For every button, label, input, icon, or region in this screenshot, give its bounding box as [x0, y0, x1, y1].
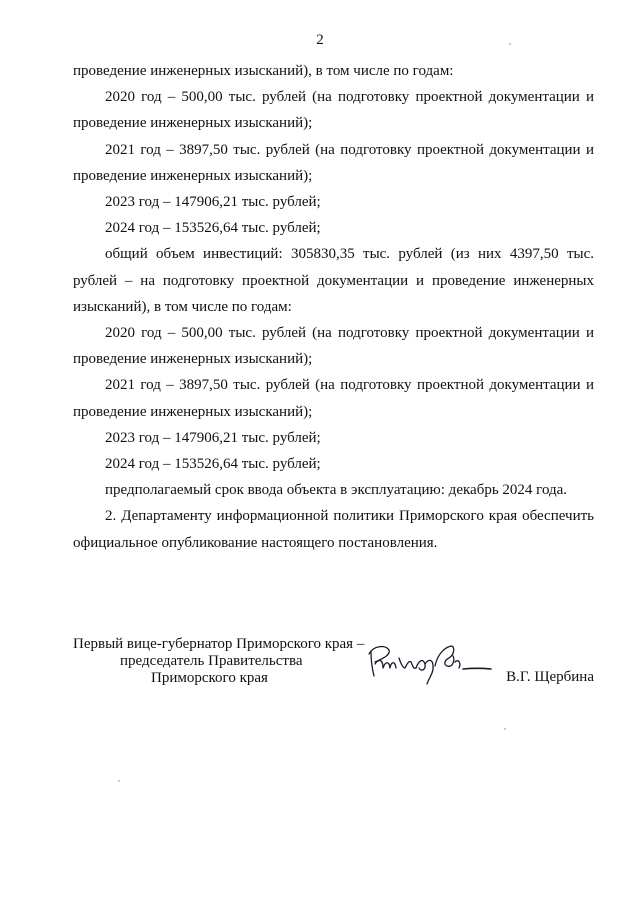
paragraph: 2023 год – 147906,21 тыс. рублей; [105, 194, 321, 211]
paragraph: 2. Департаменту информационной политики Приморского края обеспечить официальное опубликование настоящего постановления. [73, 508, 594, 551]
handwritten-signature-icon [363, 638, 493, 688]
paragraph: 2020 год – 500,00 тыс. рублей (на подготовку проектной документации и проведение инженерных изысканий); [73, 325, 594, 368]
paragraph: 2021 год – 3897,50 тыс. рублей (на подготовку проектной документации и проведение инженерных изысканий); [73, 141, 594, 184]
document-body [73, 58, 594, 556]
paragraph: проведение инженерных изысканий), в том числе по годам: [73, 63, 454, 79]
paragraph: 2023 год – 147906,21 тыс. рублей; [105, 429, 321, 446]
scan-speck [118, 780, 120, 782]
scan-speck [509, 43, 511, 45]
paragraph: 2024 год – 153526,64 тыс. рублей; [105, 220, 321, 237]
paragraph: 2021 год – 3897,50 тыс. рублей (на подготовку проектной документации и проведение инженерных изысканий); [73, 377, 594, 420]
paragraph: 2024 год – 153526,64 тыс. рублей; [105, 456, 321, 473]
paragraph: 2020 год – 500,00 тыс. рублей (на подготовку проектной документации и проведение инженерных изысканий); [73, 89, 594, 132]
scan-speck [504, 728, 506, 730]
signer-name: В.Г. Щербина [506, 669, 594, 685]
paragraph: общий объем инвестиций: 305830,35 тыс. рублей (из них 4397,50 тыс. рублей – на подготовку проектной документации и проведение инженерных изысканий), в том числе по годам: [73, 246, 594, 315]
signer-title-line3: Приморского края [151, 670, 268, 686]
paragraph: предполагаемый срок ввода объекта в эксплуатацию: декабрь 2024 года. [105, 482, 568, 499]
page-number: 2 [316, 32, 324, 48]
signature-block [73, 636, 594, 696]
signer-title-line1: Первый вице-губернатор Приморского края – [73, 636, 365, 652]
signer-title-line2: председатель Правительства [120, 653, 303, 669]
